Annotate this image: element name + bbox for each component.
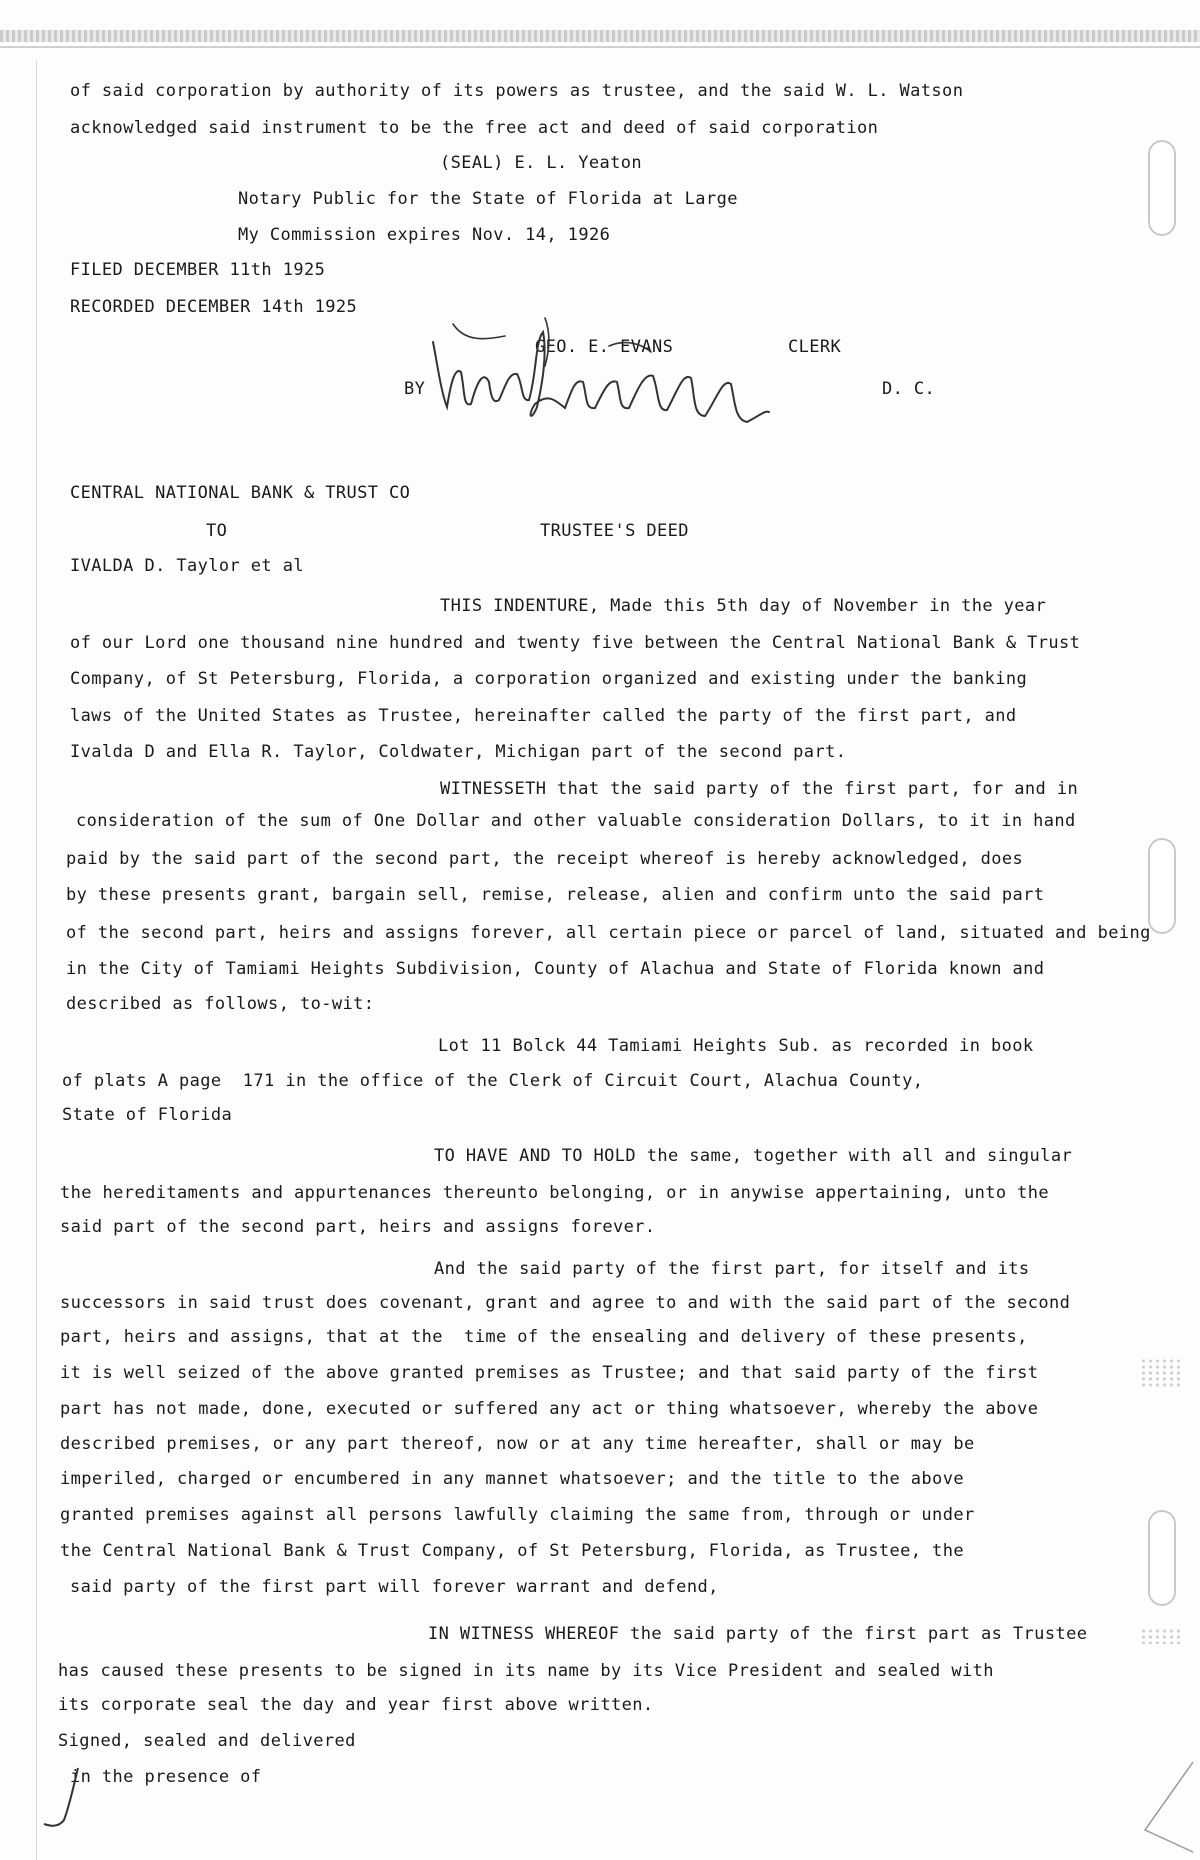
- deputy-clerk-signature: [425, 312, 790, 444]
- text-line: THIS INDENTURE, Made this 5th day of November in the year: [440, 596, 1047, 616]
- text-line: by these presents grant, bargain sell, remise, release, alien and confirm unto the said part: [66, 885, 1045, 905]
- scan-speckle: [1140, 1628, 1180, 1644]
- witness-label: Signed, sealed and delivered: [58, 1731, 356, 1751]
- recorded-date: RECORDED DECEMBER 14th 1925: [70, 297, 358, 317]
- text-line: said party of the first part will forever warrant and defend,: [70, 1577, 719, 1597]
- text-line: part has not made, done, executed or suffered any act or thing whatsoever, whereby the above: [60, 1399, 1039, 1419]
- scan-speckle: [1140, 1358, 1180, 1388]
- notary-title-line: Notary Public for the State of Florida at Large: [238, 189, 738, 209]
- text-line: the hereditaments and appurtenances thereunto belonging, or in anywise appertaining, unto the: [60, 1183, 1050, 1203]
- scan-top-line: [0, 46, 1200, 48]
- text-line: part, heirs and assigns, that at the time of the ensealing and delivery of these presents,: [60, 1327, 1028, 1347]
- legal-description: Lot 11 Bolck 44 Tamiami Heights Sub. as recorded in book: [438, 1036, 1034, 1056]
- commission-expiry-line: My Commission expires Nov. 14, 1926: [238, 225, 611, 245]
- binder-hole-icon: [1148, 838, 1176, 934]
- scan-left-edge: [36, 60, 37, 1860]
- scan-top-border: [0, 30, 1200, 42]
- text-line: paid by the said part of the second part, the receipt whereof is hereby acknowledged, does: [66, 849, 1024, 869]
- text-line: described premises, or any part thereof, now or at any time hereafter, shall or may be: [60, 1434, 975, 1454]
- notary-seal-line: (SEAL) E. L. Yeaton: [440, 153, 643, 173]
- text-line: in the City of Tamiami Heights Subdivision, County of Alachua and State of Florida known and: [66, 959, 1045, 979]
- witness-label: in the presence of: [70, 1767, 262, 1787]
- deed-title: TRUSTEE'S DEED: [540, 521, 689, 541]
- legal-description: of plats A page 171 in the office of the Clerk of Circuit Court, Alachua County,: [62, 1071, 924, 1091]
- text-line: And the said party of the first part, for itself and its: [434, 1259, 1030, 1279]
- text-line: it is well seized of the above granted premises as Trustee; and that said party of the first: [60, 1363, 1039, 1383]
- text-line: laws of the United States as Trustee, hereinafter called the party of the first part, and: [70, 706, 1017, 726]
- grantee-name: IVALDA D. Taylor et al: [70, 556, 304, 576]
- binder-hole-icon: [1148, 140, 1176, 236]
- text-line: described as follows, to-wit:: [66, 994, 375, 1014]
- legal-description: State of Florida: [62, 1105, 233, 1125]
- to-label: TO: [206, 521, 228, 541]
- text-line: IN WITNESS WHEREOF the said party of the first part as Trustee: [428, 1624, 1088, 1644]
- text-line: Company, of St Petersburg, Florida, a corporation organized and existing under the banking: [70, 669, 1028, 689]
- text-line: granted premises against all persons lawfully claiming the same from, through or under: [60, 1505, 975, 1525]
- text-line: of our Lord one thousand nine hundred and twenty five between the Central National Bank & Trust: [70, 633, 1081, 653]
- text-line: successors in said trust does covenant, grant and agree to and with the said part of the second: [60, 1293, 1071, 1313]
- text-line: Ivalda D and Ella R. Taylor, Coldwater, Michigan part of the second part.: [70, 742, 847, 762]
- pen-mark-icon: [40, 1764, 90, 1834]
- text-line: imperiled, charged or encumbered in any mannet whatsoever; and the title to the above: [60, 1469, 964, 1489]
- text-line: of the second part, heirs and assigns forever, all certain piece or parcel of land, situated and being: [66, 923, 1151, 943]
- by-label: BY: [404, 379, 426, 399]
- text-line: acknowledged said instrument to be the free act and deed of said corporation: [70, 118, 879, 138]
- text-line: consideration of the sum of One Dollar and other valuable consideration Dollars, to it in hand: [76, 811, 1076, 831]
- deputy-clerk-label: D. C.: [882, 379, 936, 399]
- text-line: WITNESSETH that the said party of the first part, for and in: [440, 779, 1079, 799]
- text-line: of said corporation by authority of its powers as trustee, and the said W. L. Watson: [70, 81, 964, 101]
- clerk-title: CLERK: [788, 337, 842, 357]
- text-line: has caused these presents to be signed in its name by its Vice President and sealed with: [58, 1661, 994, 1681]
- filed-date: FILED DECEMBER 11th 1925: [70, 260, 326, 280]
- text-line: its corporate seal the day and year first above written.: [58, 1695, 654, 1715]
- grantor-name: CENTRAL NATIONAL BANK & TRUST CO: [70, 483, 411, 503]
- text-line: TO HAVE AND TO HOLD the same, together with all and singular: [434, 1146, 1073, 1166]
- page-fold-corner-icon: [1135, 1760, 1195, 1855]
- clerk-name: GEO. E. EVANS: [535, 337, 674, 357]
- text-line: the Central National Bank & Trust Company, of St Petersburg, Florida, as Trustee, the: [60, 1541, 964, 1561]
- binder-hole-icon: [1148, 1510, 1176, 1606]
- text-line: said part of the second part, heirs and assigns forever.: [60, 1217, 656, 1237]
